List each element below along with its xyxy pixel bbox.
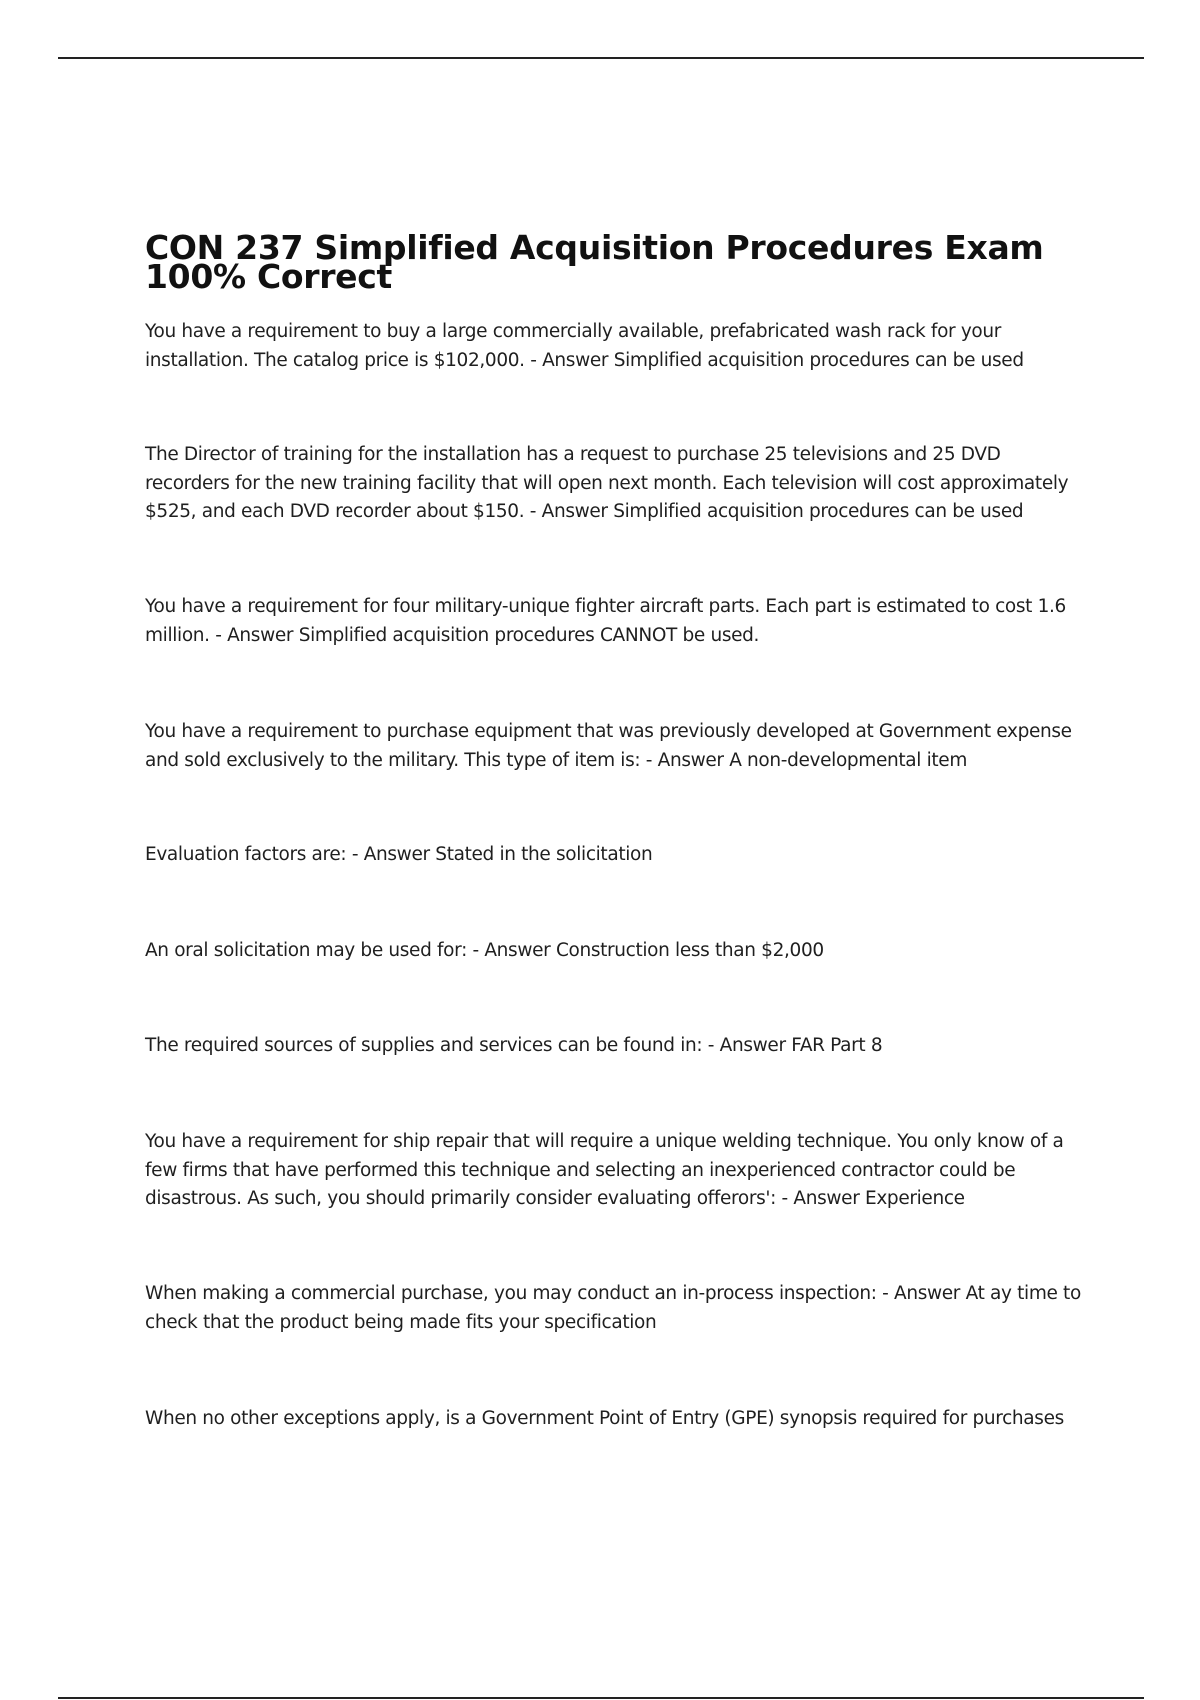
answer-prefix: - Answer — [466, 940, 556, 961]
qa-item-2 — [145, 441, 1085, 527]
answer-text: Simplified acquisition procedures CANNOT be used. — [298, 624, 760, 646]
qa-item-5 — [145, 841, 1085, 870]
qa-item-4 — [145, 718, 1085, 775]
question-text: You have a requirement to purchase equipment that was previously developed at Government expense and sold exclusively to the military. This type of item is: — [145, 721, 1072, 771]
question-text: The Director of training for the installation has a request to purchase 25 televisions and 25 DVD recorders for the new training facility that will open next month. Each television will cost approximately $525, and each DVD recorder about $150. — [145, 444, 1069, 522]
qa-item-9 — [145, 1280, 1085, 1337]
answer-text: Simplified acquisition procedures can be used — [613, 349, 1024, 371]
question-text: When making a commercial purchase, you may conduct an in-process inspection: — [145, 1283, 877, 1304]
qa-item-8 — [145, 1128, 1085, 1214]
answer-text: Stated in the solicitation — [435, 844, 653, 865]
answer-prefix: - Answer — [346, 844, 436, 865]
qa-item-6 — [145, 937, 1085, 966]
question-text: You have a requirement for ship repair that will require a unique welding technique. You only know of a few firms that have performed this technique and selecting an inexperienced contractor could be disastrous. As such, you should primarily consider evaluating offerors': — [145, 1131, 1064, 1209]
answer-prefix: - Answer — [640, 749, 730, 771]
question-text: You have a requirement to buy a large commercially available, prefabricated wash rack for your installation. The catalog price is $102,000. — [145, 321, 1002, 371]
top-rule — [58, 57, 1144, 59]
answer-text: At ay time to check that the product being made fits your specification — [145, 1283, 1081, 1333]
answer-prefix: - Answer — [209, 624, 299, 646]
answer-text: A non-developmental item — [729, 749, 967, 771]
answer-prefix: - Answer — [876, 1283, 966, 1304]
answer-text: Simplified acquisition procedures can be used — [613, 501, 1024, 522]
answer-prefix: - Answer — [524, 501, 614, 522]
answer-prefix: - Answer — [776, 1188, 865, 1209]
qa-item-3 — [145, 593, 1085, 650]
answer-prefix: - Answer — [702, 1035, 792, 1056]
question-text: The required sources of supplies and services can be found in: — [145, 1035, 703, 1056]
question-text: An oral solicitation may be used for: — [145, 940, 467, 961]
qa-item-10 — [145, 1405, 1085, 1434]
question-text: Evaluation factors are: — [145, 844, 347, 865]
qa-item-7 — [145, 1032, 1085, 1061]
question-text: You have a requirement for four military-unique fighter aircraft parts. Each part is estimated to cost 1.6 million. — [145, 596, 1066, 646]
answer-prefix: - Answer — [524, 349, 614, 371]
answer-text: Experience — [865, 1188, 965, 1209]
bottom-rule — [58, 1697, 1144, 1699]
qa-item-1 — [145, 318, 1085, 375]
document-title: CON 237 Simplified Acquisition Procedures Exam 100% Correct — [145, 228, 1044, 296]
answer-text: Construction less than $2,000 — [555, 940, 824, 961]
question-text: When no other exceptions apply, is a Government Point of Entry (GPE) synopsis required for purchases — [145, 1408, 1064, 1429]
answer-text: FAR Part 8 — [791, 1035, 883, 1056]
